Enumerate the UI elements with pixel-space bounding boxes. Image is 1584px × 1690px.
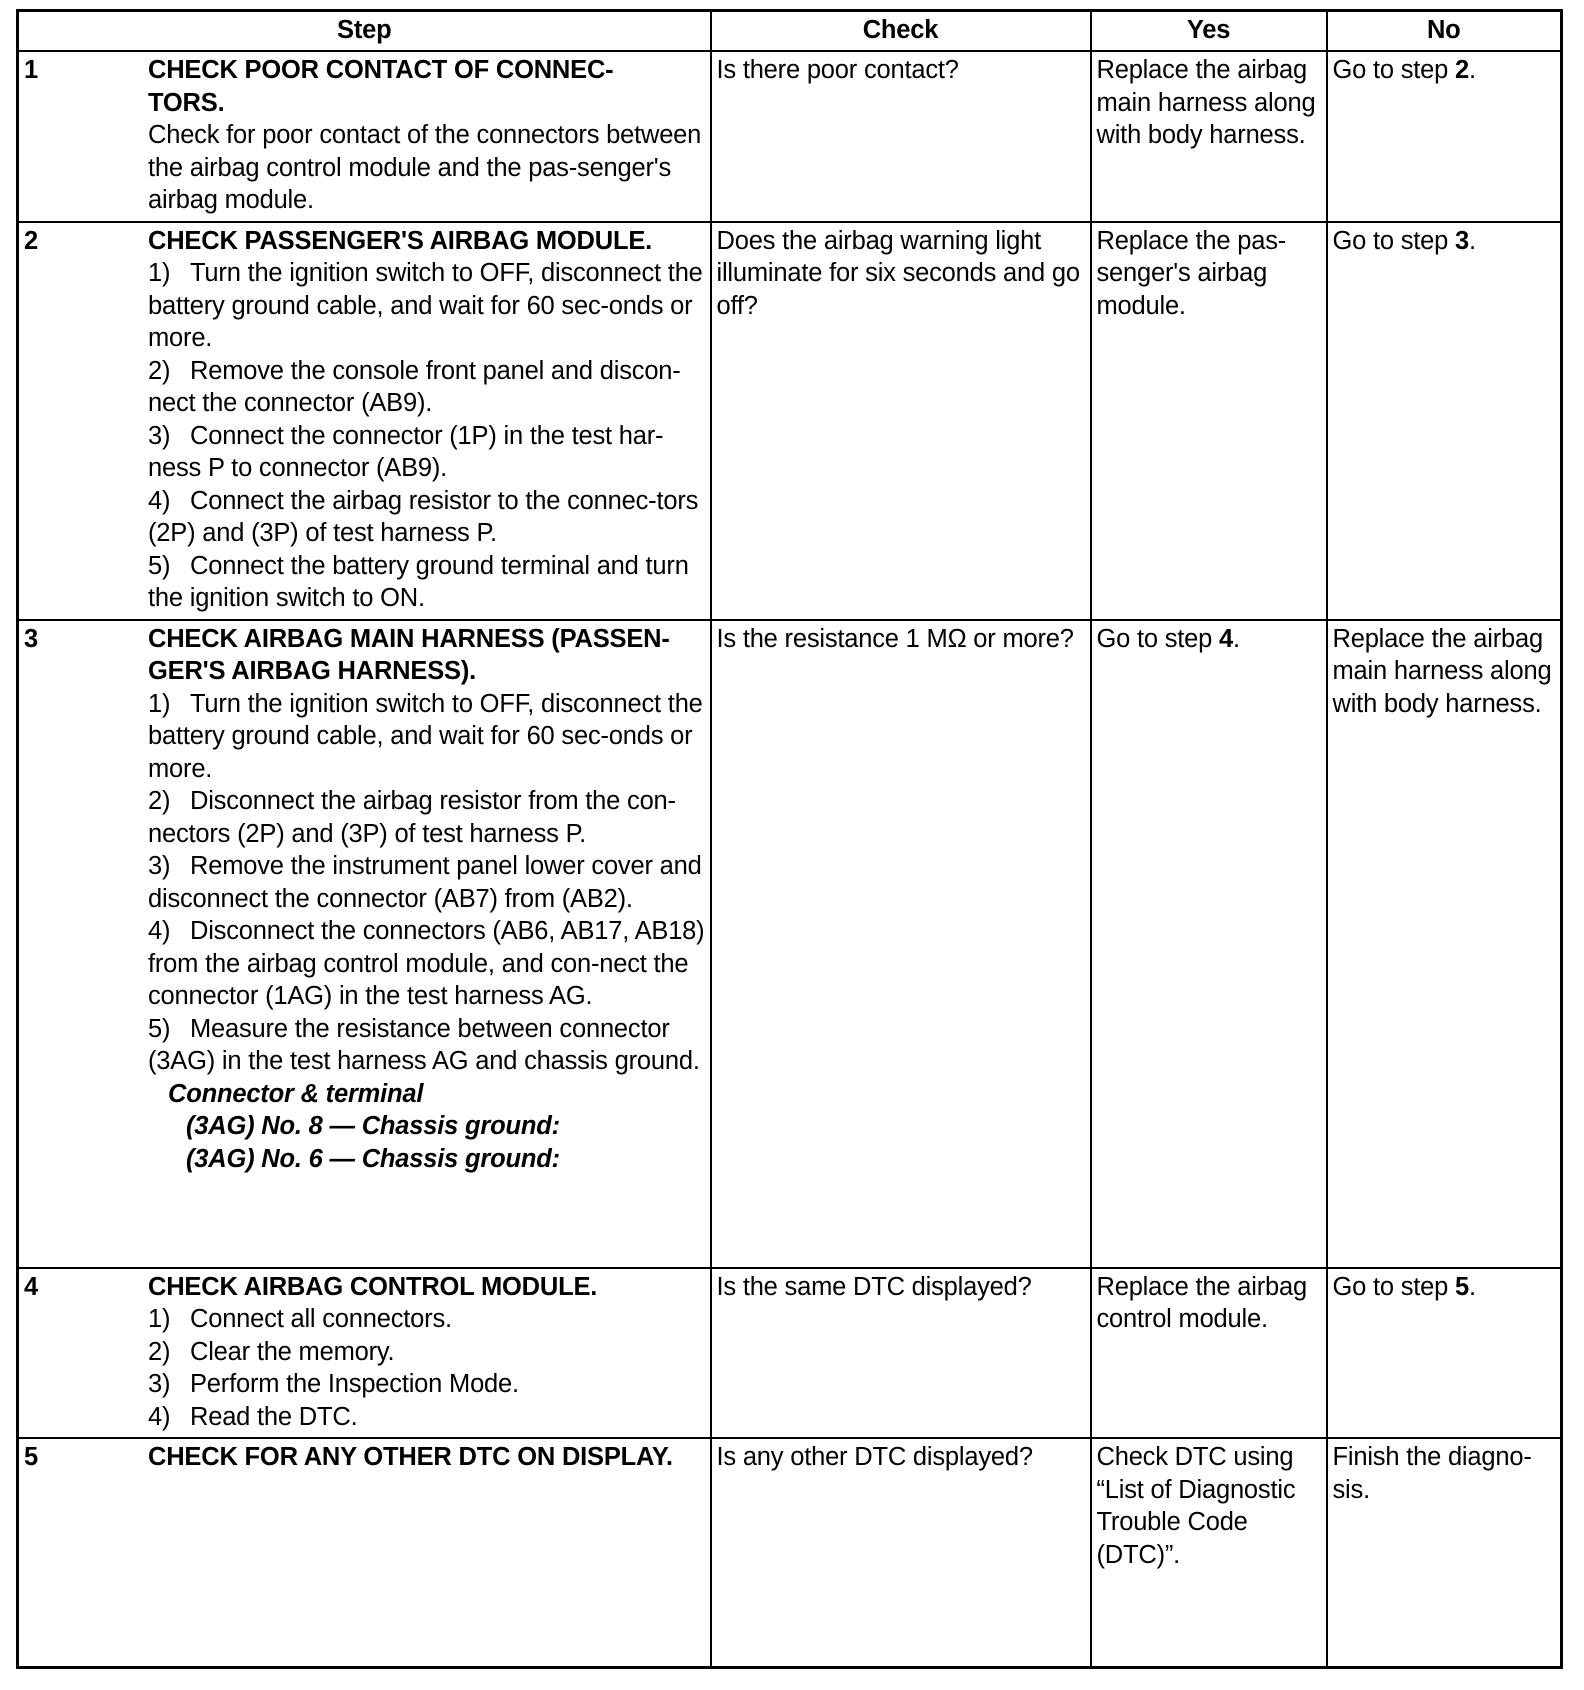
substep: 5) Measure the resistance between connector (3AG) in the test harness AG and chassis ground. <box>148 1014 700 1075</box>
no-cell: Go to step 2. <box>1327 51 1562 222</box>
spec-line: (3AG) No. 6 — Chassis ground: <box>186 1144 560 1173</box>
yes-cell: Replace the airbag main harness along with body harness. <box>1091 51 1327 222</box>
table-row <box>18 51 1562 222</box>
header-no: No <box>1327 11 1562 52</box>
substep: 2) Disconnect the airbag resistor from the con-nectors (2P) and (3P) of test harness P. <box>148 787 676 848</box>
table-row <box>18 620 1562 1268</box>
diagnostic-table <box>16 9 1563 1669</box>
step-title: CHECK POOR CONTACT OF CONNEC- TORS. <box>148 56 614 117</box>
table-row <box>18 1268 1562 1439</box>
yes-cell: Go to step 4. <box>1091 620 1327 1268</box>
substep: 1) Turn the ignition switch to OFF, disconnect the battery ground cable, and wait for 60 sec-onds or more. <box>148 689 703 783</box>
substep: 2) Clear the memory. <box>148 1337 395 1366</box>
step-title: CHECK FOR ANY OTHER DTC ON DISPLAY. <box>148 1443 673 1471</box>
no-cell: Go to step 5. <box>1327 1268 1562 1439</box>
substep: 5) Connect the battery ground terminal and turn the ignition switch to ON. <box>148 551 689 612</box>
check-cell: Is the resistance 1 MΩ or more? <box>711 620 1091 1268</box>
header-yes: Yes <box>1091 11 1327 52</box>
step-cell <box>18 222 711 620</box>
step-number: 4 <box>24 1272 38 1301</box>
table-header-row <box>18 11 1562 52</box>
yes-cell: Replace the airbag control module. <box>1091 1268 1327 1439</box>
substep: 4) Disconnect the connectors (AB6, AB17, AB18) from the airbag control module, and con-nect the connector (1AG) in the test harness AG. <box>148 917 705 1010</box>
substep: 1) Turn the ignition switch to OFF, disconnect the battery ground cable, and wait for 60 sec-onds or more. <box>148 259 703 352</box>
no-cell: Replace the airbag main harness along with body harness. <box>1327 620 1562 1268</box>
substep: 4) Read the DTC. <box>148 1402 358 1431</box>
substep: 2) Remove the console front panel and discon-nect the connector (AB9). <box>148 356 681 417</box>
step-cell <box>18 51 711 222</box>
spec-title: Connector & terminal <box>168 1079 424 1108</box>
no-cell: Finish the diagno-sis. <box>1327 1438 1562 1668</box>
substep: 3) Connect the connector (1P) in the test har-ness P to connector (AB9). <box>148 421 664 482</box>
check-cell: Is any other DTC displayed? <box>711 1438 1091 1668</box>
no-cell: Go to step 3. <box>1327 222 1562 620</box>
header-check: Check <box>711 11 1091 52</box>
step-number: 5 <box>24 1443 38 1471</box>
step-number: 1 <box>24 56 38 84</box>
step-number: 3 <box>24 624 38 653</box>
step-cell <box>18 1268 711 1439</box>
step-number: 2 <box>24 226 38 255</box>
check-cell: Is the same DTC displayed? <box>711 1268 1091 1439</box>
step-cell <box>18 1438 711 1668</box>
substep: 1) Connect all connectors. <box>148 1305 452 1333</box>
substep: 3) Remove the instrument panel lower cover and disconnect the connector (AB7) from (AB2). <box>148 852 702 913</box>
step-cell <box>18 620 711 1268</box>
step-title: CHECK AIRBAG CONTROL MODULE. <box>148 1272 598 1301</box>
table-row <box>18 222 1562 620</box>
spec-line: (3AG) No. 8 — Chassis ground: <box>186 1112 560 1140</box>
step-description: Check for poor contact of the connectors between the airbag control module and the pas-senger's airbag module. <box>148 121 702 214</box>
table-row <box>18 1438 1562 1668</box>
check-cell: Does the airbag warning light illuminate for six seconds and go off? <box>711 222 1091 620</box>
check-cell: Is there poor contact? <box>711 51 1091 222</box>
step-title: CHECK AIRBAG MAIN HARNESS (PASSEN- GER'S AIRBAG HARNESS). <box>148 624 670 685</box>
header-step: Step <box>18 11 711 52</box>
yes-cell: Replace the pas-senger's airbag module. <box>1091 222 1327 620</box>
substep: 4) Connect the airbag resistor to the connec-tors (2P) and (3P) of test harness P. <box>148 486 699 547</box>
substep: 3) Perform the Inspection Mode. <box>148 1370 519 1398</box>
yes-cell: Check DTC using “List of Diagnostic Trouble Code (DTC)”. <box>1091 1438 1327 1668</box>
step-title: CHECK PASSENGER'S AIRBAG MODULE. <box>148 226 653 255</box>
